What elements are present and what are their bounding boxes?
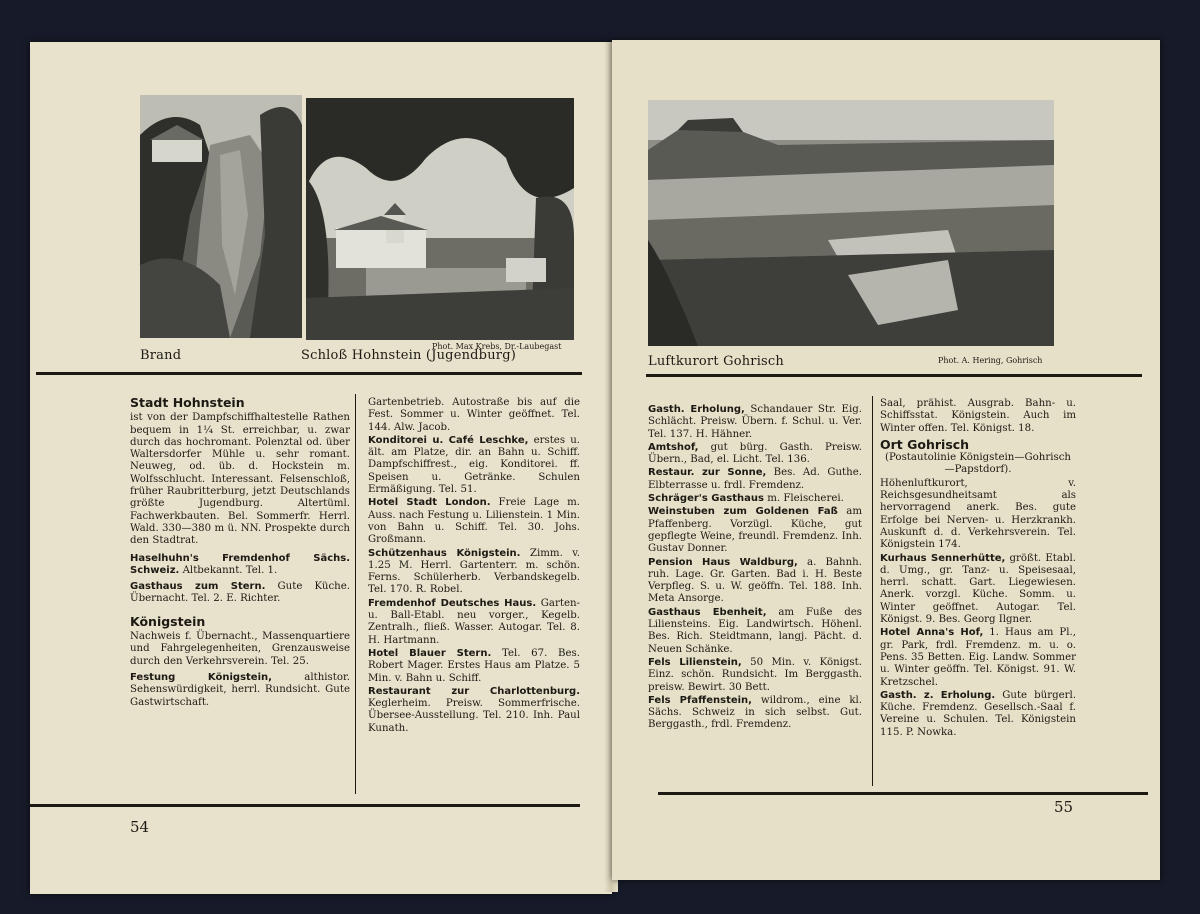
entry-gasth-erholung: Gasth. Erholung, Schandauer Str. Eig. Schlächt. Preisw. Übern. f. Schul. u. Ver. Tel. 137. H. Hähner. — [648, 404, 862, 440]
right-column-1 — [648, 404, 862, 733]
entry-amtshof: Amtshof, gut bürg. Gasth. Preisw. Übern., Bad, el. Licht. Tel. 136. — [648, 441, 862, 466]
entry-hotel-stadt-london: Hotel Stadt London. Freie Lage m. Auss. nach Festung u. Lilienstein. 1 Min. von Bahn u. Schiff. Tel. 30. Johs. Großmann. — [368, 497, 580, 546]
entry-festung-koenigstein: Festung Königstein, althistor. Sehenswürdigkeit, herrl. Rundsicht. Gute Gastwirtschaft. — [130, 671, 350, 708]
entry-festung-cont: Gartenbetrieb. Autostraße bis auf die Fest. Sommer u. Winter geöffnet. Tel. 144. Alw. Jacob. — [368, 397, 580, 433]
entry-fels-pfaffenstein: Fels Pfaffenstein, wildrom., eine kl. Sächs. Schweiz in sich selbst. Gut. Berggasth., frdl. Fremdenz. — [648, 694, 862, 731]
entry-hotel-annas-hof: Hotel Anna's Hof, 1. Haus am Pl., gr. Park, frdl. Fremdenz. m. u. o. Pens. 35 Betten. Eig. Landw. Sommer u. Winter geöffn. Tel. Königst. 91. W. Kretzschel. — [880, 627, 1076, 688]
left-page — [30, 42, 612, 894]
text-stadt-hohnstein: ist von der Dampfschiffhaltestelle Rathen bequem in 1¼ St. erreichbar, u. zwar durch das hochromant. Polenztal od. über Waltersdorfer Mühle u. sehr romant. Neuweg, od. üb. d. Hockstein m. Wolfsschlucht. Interessant. Felsenschloß, früher Raubritterburg, jetzt Deutschlands größte Jugendburg. Altertüml. Fachwerkbauten. Bel. Sommerfr. Herrl. Wald. 330—380 m ü. NN. Prospekte durch den Stadtrat. — [130, 412, 350, 547]
right-column-2 — [880, 398, 1076, 740]
entry-cafe-leschke: Konditorei u. Café Leschke, erstes u. ält. am Platze, dir. an Bahn u. Schiff. Dampfschiffrest., eig. Konditorei. ff. Speisen u. Getränke. Schulen Ermäßigung. Tel. 51. — [368, 434, 581, 496]
entry-weinstuben: Weinstuben zum Goldenen Faß am Pfaffenberg. Vorzügl. Küche, gut gepflegte Weine, freundl. Fremdenz. Inh. Gustav Donner. — [648, 506, 862, 555]
text-koenigstein: Nachweis f. Übernacht., Massenquartiere und Fahrgelegenheiten, Grenzausweise durch den Verkehrsverein. Tel. 25. — [130, 631, 350, 667]
bottom-rule — [30, 804, 580, 807]
schloss-caption: Schloß Hohnstein (Jugendburg) — [301, 348, 516, 363]
left-column-divider — [355, 394, 356, 794]
entry-gasthaus-ebenheit: Gasthaus Ebenheit, am Fuße des Liliensteins. Eig. Landwirtsch. Höhenl. Bes. Rich. Steidtmann, langj. Pächt. d. Neuen Schänke. — [648, 606, 862, 655]
entry-fremdenhof-deutsches-haus: Fremdenhof Deutsches Haus. Garten- u. Ball-Etabl. neu vorger., Kegelb. Zentralh., fließ. Wasser. Autogar. Tel. 8. H. Hartmann. — [368, 597, 580, 646]
entry-gasthaus-stern: Gasthaus zum Stern. Gute Küche. Übernacht. Tel. 2. E. Richter. — [130, 581, 350, 605]
entry-kurhaus-sennerhuette: Kurhaus Sennerhütte, größt. Etabl. d. Umg., gr. Tanz- u. Speisesaal, herrl. schatt. Gart. Liegewiesen. Anerk. vorzgl. Küche. Somm. u. Winter geöffnet. Autogar. Tel. Königst. 9. Bes. Georg Ilgner. — [880, 552, 1076, 626]
text-ort-gohrisch: Höhenluftkurort, v. Reichsgesundheitsamt als hervorragend anerk. Bes. gute Erfolge bei Nerven- u. Herzkrankh. Auskunft d. d. Verkehrsverein. Tel. Königstein 174. — [880, 477, 1076, 551]
right-column-divider — [872, 396, 873, 786]
entry-schuetzenhaus: Schützenhaus Königstein. Zimm. v. 1.25 M. Herrl. Gartenterr. m. schön. Ferns. Schülerherb. Verbandskegelb. Tel. 170. R. Robel. — [368, 547, 580, 596]
brand-caption: Brand — [140, 348, 182, 363]
top-rule-right — [646, 374, 1142, 377]
right-page — [612, 40, 1160, 880]
left-column-1 — [130, 397, 350, 710]
entry-gasth-z-erholung: Gasth. z. Erholung. Gute bürgerl. Küche. Fremdenz. Gesellsch.-Saal f. Vereine u. Schulen. Tel. Königstein 115. P. Nowka. — [880, 689, 1076, 738]
entry-charlottenburg: Restaurant zur Charlottenburg. Keglerheim. Preisw. Sommerfrische. Übersee-Ausstellung. Tel. 210. Inh. Paul Kunath. — [368, 685, 580, 734]
photo-credit-krebs: Phot. Max Krebs, Dr.-Laubegast — [432, 342, 562, 351]
heading-ort-gohrisch: Ort Gohrisch — [880, 436, 970, 452]
entry-fels-lilienstein: Fels Lilienstein, 50 Min. v. Königst. Einz. schön. Rundsicht. Im Berggasth. preisw. Bewirt. 30 Bett. — [648, 656, 862, 693]
gohrisch-caption: Luftkurort Gohrisch — [648, 354, 784, 369]
page-number-54: 54 — [130, 818, 150, 836]
schloss-hohnstein-photo — [306, 98, 574, 340]
heading-koenigstein: Königstein — [130, 613, 206, 629]
photo-credit-hering: Phot. A. Hering, Gohrisch — [938, 356, 1043, 365]
heading-stadt-hohnstein: Stadt Hohnstein — [130, 395, 245, 410]
entry-haselhuhn: Haselhuhn's Fremdenhof Sächs. Schweiz. Altbekannt. Tel. 1. — [130, 552, 350, 576]
entry-hotel-blauer-stern: Hotel Blauer Stern. Tel. 67. Bes. Robert Mager. Erstes Haus am Platze. 5 Min. v. Bahn u. Schiff. — [368, 647, 580, 684]
subheading-postautolinie: (Postautolinie Königstein—Gohrisch—Papstdorf). — [885, 452, 1071, 476]
entry-schraeger: Schräger's Gasthaus m. Fleischerei. — [648, 493, 844, 505]
brand-photo — [140, 95, 302, 338]
entry-pension-waldburg: Pension Haus Waldburg, a. Bahnh. ruh. Lage. Gr. Garten. Bad i. H. Beste Verpfleg. S. u. W. geöffn. Tel. 188. Inh. Meta Ansorge. — [648, 556, 862, 605]
gohrisch-landscape-photo — [648, 100, 1054, 346]
left-column-2 — [368, 397, 580, 736]
page-number-55: 55 — [1054, 798, 1074, 816]
top-rule — [36, 372, 582, 375]
bottom-rule-right — [658, 792, 1148, 795]
entry-restaur-sonne: Restaur. zur Sonne, Bes. Ad. Guthe. Elbterrasse u. frdl. Fremdenz. — [648, 467, 862, 491]
entry-sonne-cont: Saal, prähist. Ausgrab. Bahn- u. Schiffsstat. Königstein. Auch im Winter offen. Tel. Königst. 18. — [880, 398, 1076, 434]
